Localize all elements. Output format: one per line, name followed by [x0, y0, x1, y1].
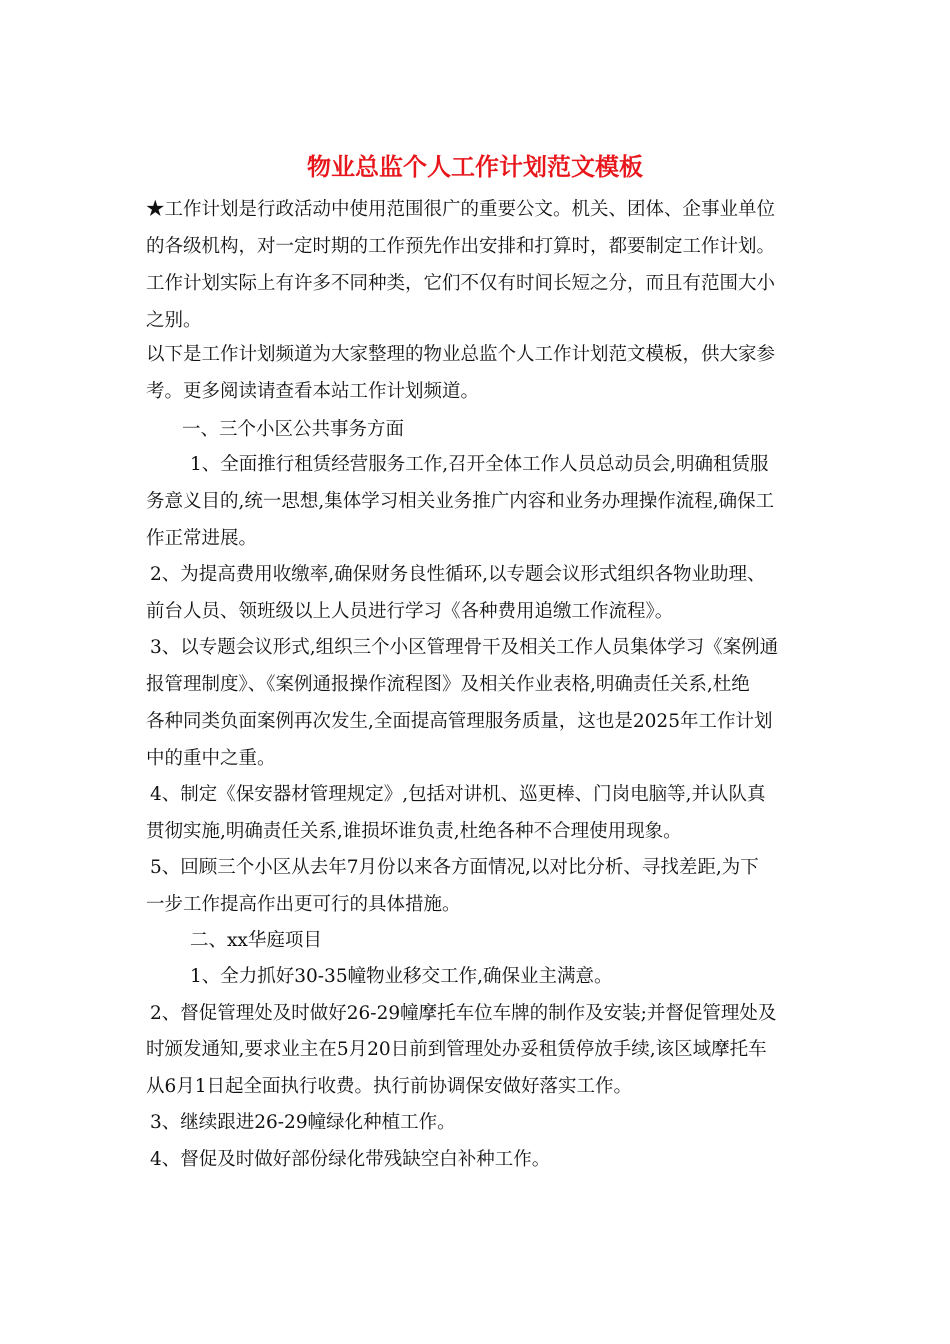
- text-line: 从6月1日起全面执行收费。执行前协调保安做好落实工作。: [146, 1076, 633, 1097]
- text-line: 的各级机构，对一定时期的工作预先作出安排和打算时，都要制定工作计划。: [146, 236, 776, 257]
- text-line: 以下是工作计划频道为大家整理的物业总监个人工作计划范文模板，供大家参: [146, 344, 776, 365]
- text-line: 一、三个小区公共事务方面: [182, 419, 405, 440]
- text-line: 前台人员、领班级以上人员进行学习《各种费用追缴工作流程》。: [146, 601, 674, 622]
- text-line: 中的重中之重。: [146, 748, 276, 769]
- text-line: 时颁发通知,要求业主在5月20日前到管理处办妥租赁停放手续,该区域摩托车: [146, 1039, 767, 1060]
- text-line: 2、为提高费用收缴率,确保财务良性循环,以专题会议形式组织各物业助理、: [150, 564, 766, 585]
- text-line: 工作计划实际上有许多不同种类，它们不仅有时间长短之分，而且有范围大小: [146, 273, 776, 294]
- text-line: 1、全力抓好30-35幢物业移交工作,确保业主满意。: [190, 966, 613, 987]
- text-line: ★工作计划是行政活动中使用范围很广的重要公文。机关、团体、企事业单位: [146, 199, 776, 220]
- text-line: 4、制定《保安器材管理规定》,包括对讲机、巡更棒、门岗电脑等,并认队真: [150, 784, 766, 805]
- text-line: 4、督促及时做好部份绿化带残缺空白补种工作。: [150, 1149, 551, 1170]
- text-line: 之别。: [146, 310, 202, 331]
- text-line: 作正常进展。: [146, 528, 258, 549]
- text-line: 贯彻实施,明确责任关系,谁损坏谁负责,杜绝各种不合理使用现象。: [146, 821, 682, 842]
- text-line: 二、xx华庭项目: [190, 930, 322, 951]
- text-line: 1、全面推行租赁经营服务工作,召开全体工作人员总动员会,明确租赁服: [190, 454, 769, 475]
- text-line: 5、回顾三个小区从去年7月份以来各方面情况,以对比分析、寻找差距,为下: [150, 857, 759, 878]
- text-line: 3、继续跟进26-29幢绿化种植工作。: [150, 1112, 456, 1133]
- text-line: 3、以专题会议形式,组织三个小区管理骨干及相关工作人员集体学习《案例通: [150, 637, 779, 658]
- text-line: 报管理制度》、《案例通报操作流程图》及相关作业表格,明确责任关系,杜绝: [146, 674, 750, 695]
- document-title: 物业总监个人工作计划范文模板: [307, 152, 643, 181]
- text-line: 2、督促管理处及时做好26-29幢摩托车位车牌的制作及安装;并督促管理处及: [150, 1003, 777, 1024]
- text-line: 各种同类负面案例再次发生,全面提高管理服务质量，这也是2025年工作计划: [146, 711, 773, 732]
- text-line: 考。更多阅读请查看本站工作计划频道。: [146, 381, 480, 402]
- text-line: 务意义目的,统一思想,集体学习相关业务推广内容和业务办理操作流程,确保工: [146, 491, 775, 512]
- text-line: 一步工作提高作出更可行的具体措施。: [146, 894, 461, 915]
